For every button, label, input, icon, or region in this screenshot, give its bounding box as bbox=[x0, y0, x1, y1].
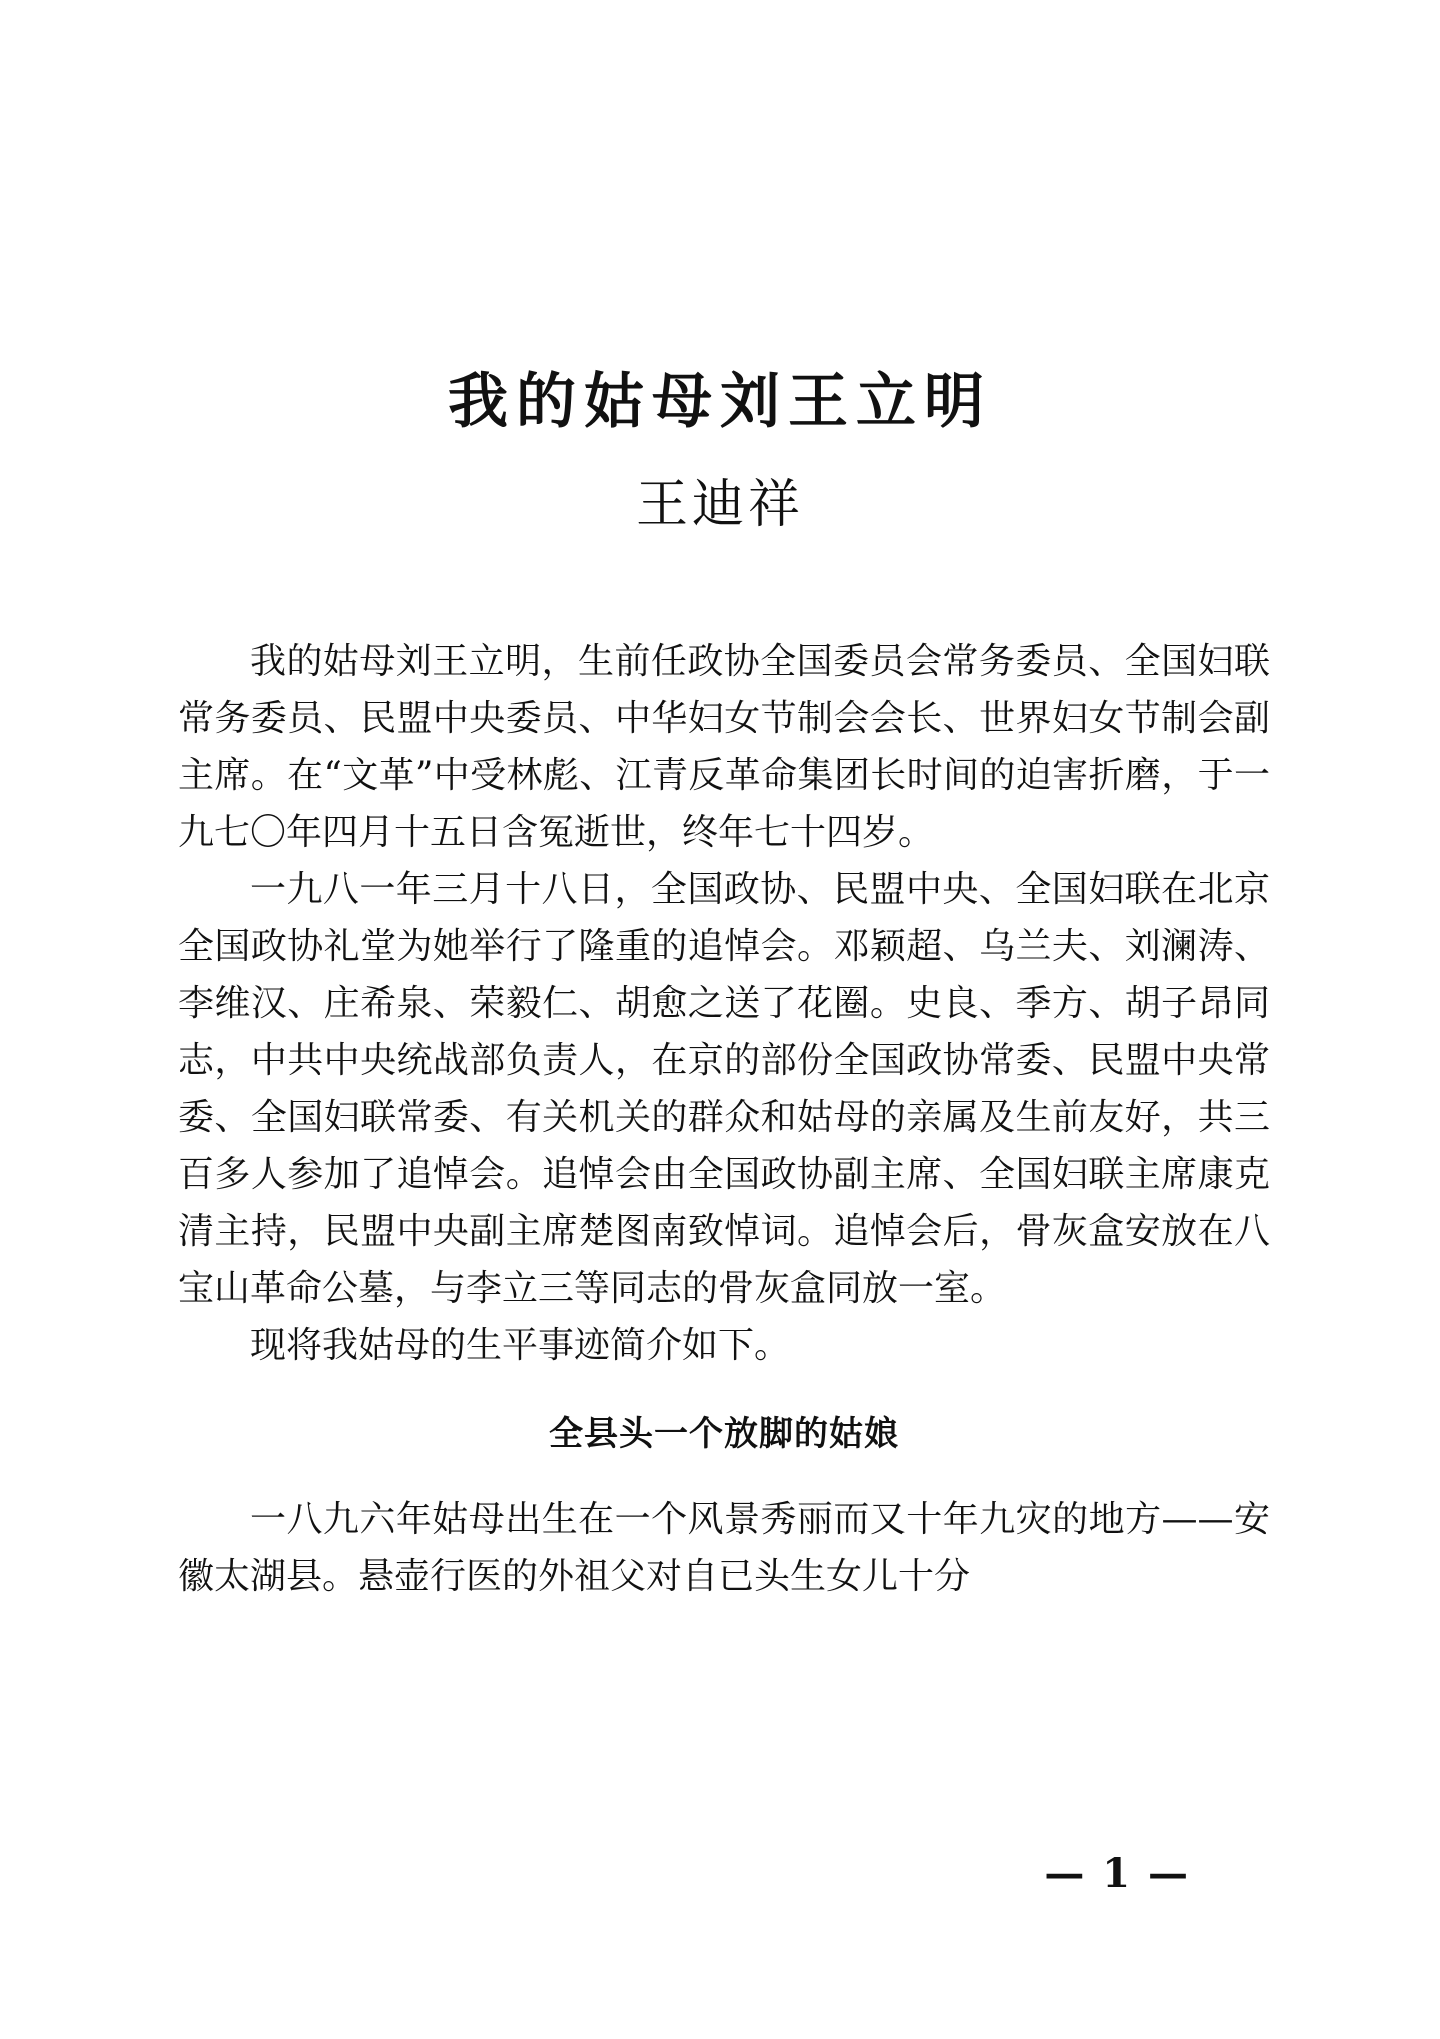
section-heading: 全县头一个放脚的姑娘 bbox=[549, 1414, 899, 1454]
article-title: 我的姑母刘王立明 bbox=[448, 367, 992, 438]
paragraph-intro: 我的姑母刘王立明，生前任政协全国委员会常务委员、全国妇联常务委员、民盟中央委员、中华妇女节制会会长、世界妇女节制会副主席。在“文革”中受林彪、江青反革命集团长时间的迫害折磨，于一九七〇年四月十五日含冤逝世，终年七十四岁。 bbox=[178, 641, 1270, 853]
paragraph-section-start: 一八九六年姑母出生在一个风景秀丽而又十年九灾的地方——安徽太湖县。悬壶行医的外祖父对自已头生女儿十分 bbox=[178, 1499, 1270, 1597]
paragraph-memorial: 一九八一年三月十八日，全国政协、民盟中央、全国妇联在北京全国政协礼堂为她举行了隆重的追悼会。邓颖超、乌兰夫、刘澜涛、李维汉、庄希泉、荣毅仁、胡愈之送了花圈。史良、季方、胡子昂同志，中共中央统战部负责人，在京的部份全国政协常委、民盟中央常委、全国妇联常委、有关机关的群众和姑母的亲属及生前友好，共三百多人参加了追悼会。追悼会由全国政协副主席、全国妇联主席康克清主持，民盟中央副主席楚图南致悼词。追悼会后，骨灰盒安放在八宝山革命公墓，与李立三等同志的骨灰盒同放一室。 bbox=[178, 869, 1270, 1309]
article-body bbox=[178, 633, 1270, 1605]
paragraph-transition: 现将我姑母的生平事迹简介如下。 bbox=[250, 1325, 791, 1366]
page-number: — 1 — bbox=[1044, 1850, 1190, 1897]
author-name: 王迪祥 bbox=[635, 475, 804, 535]
